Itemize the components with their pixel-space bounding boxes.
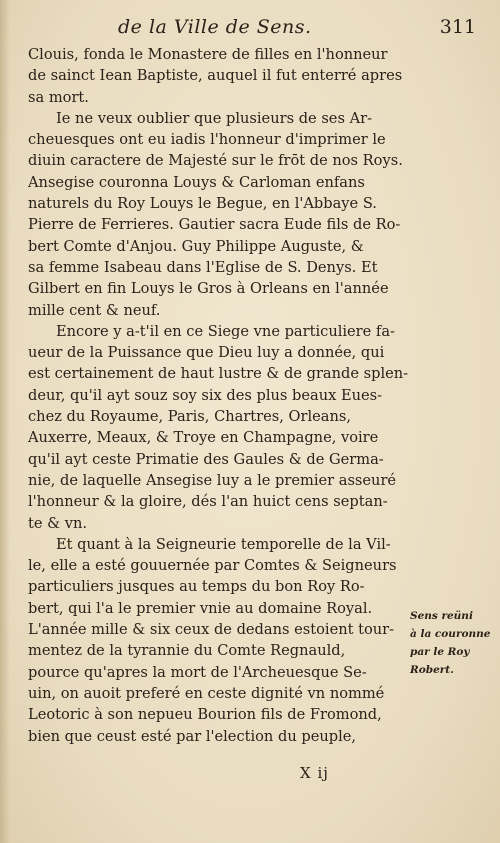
text-line: Ansegise couronna Louys & Carloman enfans bbox=[28, 173, 365, 191]
margin-note-line: Robert. bbox=[410, 664, 454, 676]
text-line: mentez de la tyrannie du Comte Regnauld, bbox=[28, 642, 346, 660]
text-line: Clouis, fonda le Monastere de filles en l'honneur bbox=[28, 46, 388, 63]
text-line: sa femme Isabeau dans l'Eglise de S. Denys. Et bbox=[28, 258, 378, 276]
text-line: bert Comte d'Anjou. Guy Philippe Auguste, & bbox=[28, 237, 364, 255]
text-line: ueur de la Puissance que Dieu luy a donnée, qui bbox=[28, 344, 385, 362]
text-line: particuliers jusques au temps du bon Roy Ro- bbox=[28, 578, 365, 596]
text-line: est certainement de haut lustre & de grande splen- bbox=[28, 365, 408, 383]
body-text bbox=[28, 44, 408, 747]
text-line: sa mort. bbox=[28, 88, 89, 106]
text-line: diuin caractere de Majesté sur le frōt de nos Roys. bbox=[28, 152, 403, 170]
signature-mark: X ij bbox=[300, 764, 329, 782]
text-line: Gilbert en fin Louys le Gros à Orleans en l'année bbox=[28, 280, 389, 298]
text-line: Leotoric à son nepueu Bourion fils de Fromond, bbox=[28, 706, 382, 724]
paragraph-first-line: Encore y a-t'il en ce Siege vne particuliere fa- bbox=[56, 322, 395, 340]
paragraph-first-line: Ie ne veux oublier que plusieurs de ses Ar- bbox=[56, 109, 373, 127]
text-line: nie, de laquelle Ansegise luy a le premier asseuré bbox=[28, 471, 397, 489]
text-line: bien que ceust esté par l'election du peuple, bbox=[28, 727, 357, 745]
text-line: uin, on auoit preferé en ceste dignité vn nommé bbox=[28, 684, 385, 702]
text-line: Pierre de Ferrieres. Gautier sacra Eude fils de Ro- bbox=[28, 216, 401, 234]
margin-note bbox=[410, 607, 490, 679]
text-line: qu'il ayt ceste Primatie des Gaules & de Germa- bbox=[28, 450, 384, 468]
text-line: mille cent & neuf. bbox=[28, 301, 161, 319]
text-line: chez du Royaume, Paris, Chartres, Orleans, bbox=[28, 408, 352, 426]
text-line: bert, qui l'a le premier vnie au domaine Royal. bbox=[28, 599, 373, 617]
page-edge-shadow bbox=[0, 0, 10, 843]
text-line: cheuesques ont eu iadis l'honneur d'imprimer le bbox=[28, 131, 386, 149]
margin-note-line: à la couronne bbox=[410, 628, 491, 640]
text-line: pource qu'apres la mort de l'Archeuesque Se- bbox=[28, 663, 367, 681]
text-line: le, elle a esté gouuernée par Comtes & Seigneurs bbox=[28, 557, 397, 575]
margin-note-line: Sens reüni bbox=[410, 610, 473, 622]
page-header bbox=[28, 16, 476, 42]
running-title: de la Ville de Sens. bbox=[118, 16, 312, 38]
margin-note-line: par le Roy bbox=[410, 646, 470, 658]
text-line: L'année mille & six ceux de dedans estoient tour- bbox=[28, 621, 395, 639]
text-line: Auxerre, Meaux, & Troye en Champagne, voire bbox=[28, 429, 379, 447]
text-line: l'honneur & la gloire, dés l'an huict cens septan- bbox=[28, 493, 388, 511]
paragraph-first-line: Et quant à la Seigneurie temporelle de la Vil- bbox=[56, 535, 391, 553]
text-line: de sainct Iean Baptiste, auquel il fut enterré apres bbox=[28, 67, 403, 85]
text-line: naturels du Roy Louys le Begue, en l'Abbaye S. bbox=[28, 195, 377, 213]
text-line: te & vn. bbox=[28, 514, 88, 532]
text-line: deur, qu'il ayt souz soy six des plus beaux Eues- bbox=[28, 386, 383, 404]
page-number: 311 bbox=[439, 16, 476, 38]
